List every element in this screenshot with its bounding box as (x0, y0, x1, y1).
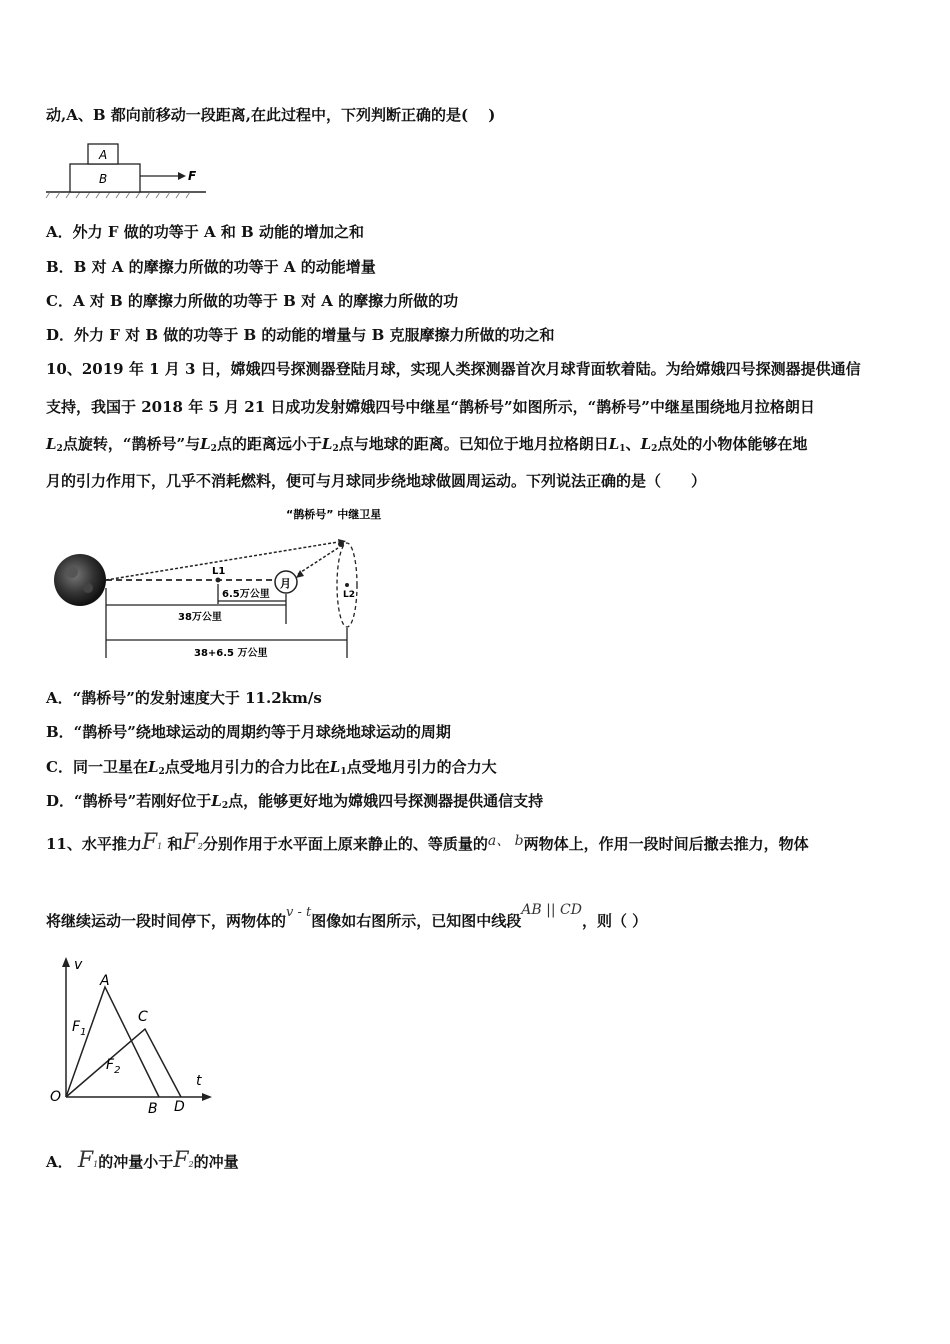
point-c-label: C (138, 1009, 148, 1025)
point-d-label: D (174, 1099, 185, 1115)
force-label: F (188, 169, 197, 183)
q11-line1: 11、水平推力F1 和F2分别作用于水平面上原来静止的、等质量的a、 b两物体上，作用一段时间后撤去推力，物体 (46, 830, 809, 855)
q10-line1: 10、2019 年 1 月 3 日，嫦娥四号探测器登陆月球，实现人类探测器首次月球背面软着陆。为给嫦娥四号探测器提供通信 (46, 360, 861, 378)
dist-mid-label: 38万公里 (178, 612, 222, 623)
point-a-label: A (100, 973, 110, 989)
satellite-icon (338, 541, 344, 547)
q10-line2: 支持，我国于 2018 年 5 月 21 日成功发射嫦娥四号中继星“鹊桥号”如图所示，“鹊桥号”中继星围绕地月拉格朗日 (46, 398, 815, 416)
f2-label: $F_2$ (106, 1057, 121, 1076)
q9-stem-tail: 动,A、B 都向前移动一段距离,在此过程中，下列判断正确的是( ) (46, 106, 496, 124)
q9-option-d: D．外力 F 对 B 做的功等于 B 的动能的增量与 B 克服摩擦力所做的功之和 (46, 326, 555, 344)
line-a (66, 987, 159, 1097)
moon-label: 月 (280, 577, 291, 590)
f1-label: $F_1$ (72, 1019, 87, 1038)
l1-point (216, 578, 221, 583)
block-figure (46, 140, 216, 200)
q10-option-a: A．“鹊桥号”的发射速度大于 11.2km/s (46, 689, 322, 707)
q11-line2: 将继续运动一段时间停下，两物体的v - t图像如右图所示，已知图中线段AB || CD，则（ ） (46, 902, 648, 930)
origin-label: O (50, 1089, 62, 1105)
point-b-label: B (148, 1101, 158, 1117)
vt-graph (46, 955, 221, 1115)
q10-line4: 月的引力作用下，几乎不消耗燃料，便可与月球同步绕地球做圆周运动。下列说法正确的是（ ） (46, 472, 707, 490)
q9-option-a: A．外力 F 做的功等于 A 和 B 动能的增加之和 (46, 223, 364, 241)
l2-label: L2 (343, 590, 355, 600)
block-b-label: B (99, 172, 108, 186)
block-a-label: A (99, 148, 108, 162)
lagrange-figure (46, 500, 426, 670)
q10-line3: $L_2$点旋转，“鹊桥号”与$L_2$点的距离远小于$L_2$点与地球的距离。已知位于地月拉格朗日$L_1$、$L_2$点处的小物体能够在地 (46, 435, 808, 454)
q9-option-c: C．A 对 B 的摩擦力所做的功等于 B 对 A 的摩擦力所做的功 (46, 292, 459, 310)
line-b (66, 1029, 181, 1097)
dist-small-label: 6.5万公里 (222, 589, 270, 600)
q10-option-d: D．“鹊桥号”若刚好位于$L_2$点，能够更好地为嫦娥四号探测器提供通信支持 (46, 792, 544, 811)
satellite-label: “鹊桥号” 中继卫星 (286, 508, 382, 521)
q9-option-b: B．B 对 A 的摩擦力所做的功等于 A 的动能增量 (46, 258, 376, 276)
earth-icon (54, 554, 106, 606)
q11-option-a: A． F1的冲量小于F2的冲量 (46, 1148, 239, 1173)
l1-label: L1 (212, 566, 226, 577)
axis-v-label: v (74, 957, 83, 973)
dist-total-label: 38+6.5 万公里 (194, 648, 268, 659)
l2-point (345, 583, 349, 587)
axis-t-label: t (196, 1073, 202, 1089)
q10-option-c: C．同一卫星在$L_2$点受地月引力的合力比在$L_1$点受地月引力的合力大 (46, 758, 497, 777)
q10-option-b: B．“鹊桥号”绕地球运动的周期约等于月球绕地球运动的周期 (46, 723, 451, 741)
